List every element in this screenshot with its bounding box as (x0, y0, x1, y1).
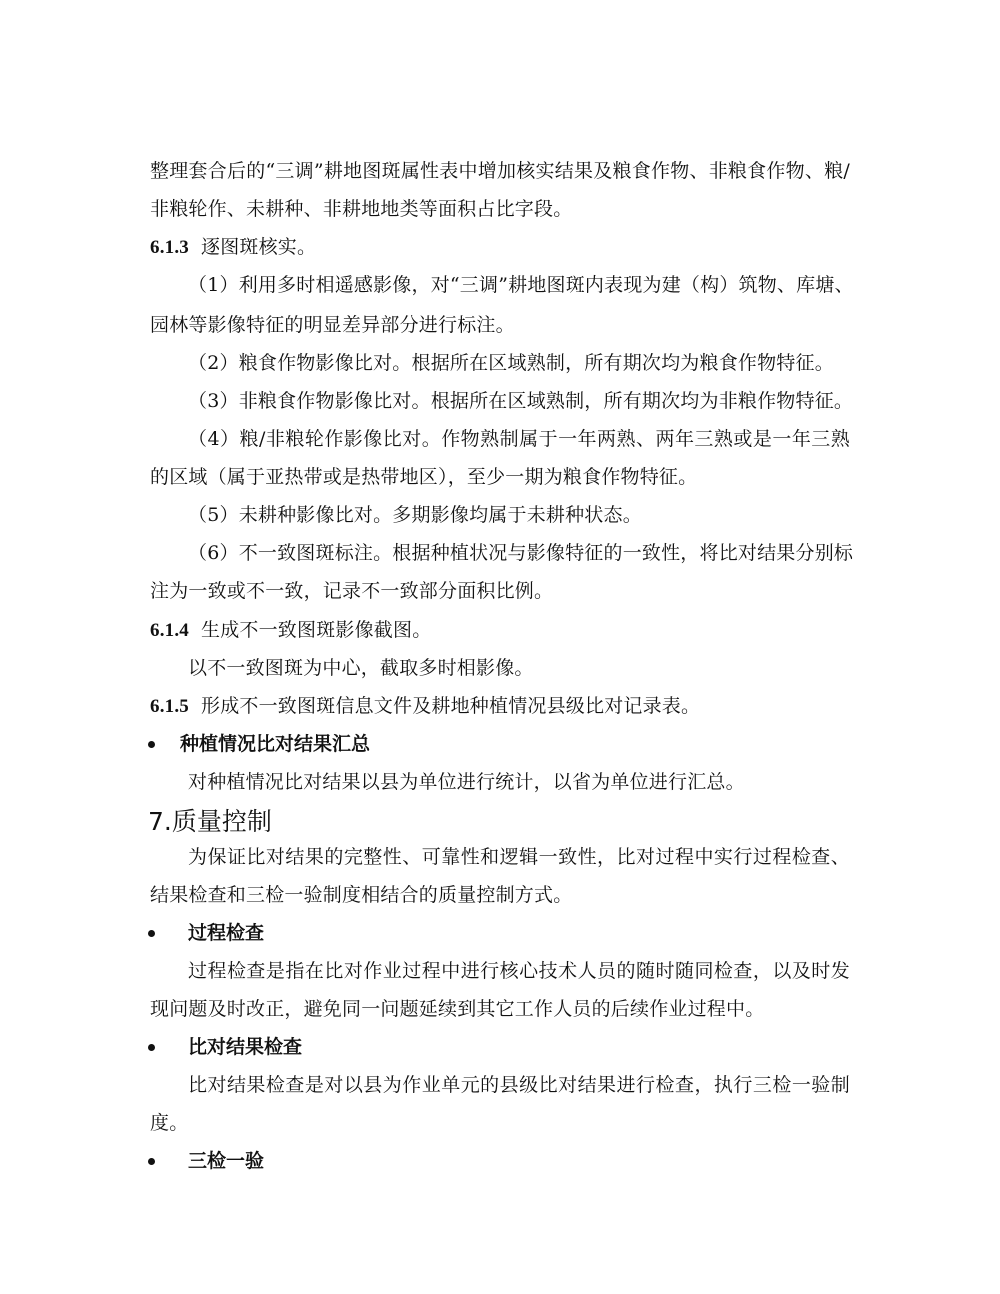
section-6-1-4-body: 以不一致图斑为中心，截取多时相影像。 (188, 657, 534, 679)
section-6-1-4-heading (150, 617, 431, 644)
intro-line-2: 非粮轮作、未耕种、非耕地地类等面积占比字段。 (150, 198, 573, 220)
intro-line-1: 整理套合后的“三调”耕地图斑属性表中增加核实结果及粮食作物、非粮食作物、粮/ (150, 160, 850, 182)
item-6-line-1: （6）不一致图斑标注。根据种植状况与影像特征的一致性，将比对结果分别标 (188, 542, 854, 564)
item-1-line-2: 园林等影像特征的明显差异部分进行标注。 (150, 314, 515, 336)
section-6-1-3-heading (150, 234, 316, 261)
section-title: 生成不一致图斑影像截图。 (201, 619, 432, 641)
section-title: 形成不一致图斑信息文件及耕地种植情况县级比对记录表。 (201, 695, 701, 717)
result-check-title: 比对结果检查 (188, 1036, 303, 1058)
section-number: 6.1.4 (150, 620, 189, 641)
item-5: （5）未耕种影像比对。多期影像均属于未耕种状态。 (188, 504, 642, 526)
process-check-line-1: 过程检查是指在比对作业过程中进行核心技术人员的随时随同检查，以及时发 (188, 960, 850, 982)
result-check-line-1: 比对结果检查是对以县为作业单元的县级比对结果进行检查，执行三检一验制 (188, 1074, 850, 1096)
section-title: 逐图斑核实。 (201, 236, 317, 258)
item-6-line-2: 注为一致或不一致，记录不一致部分面积比例。 (150, 580, 554, 602)
summary-body: 对种植情况比对结果以县为单位进行统计，以省为单位进行汇总。 (188, 771, 745, 793)
bullet-icon (148, 930, 155, 937)
item-3: （3）非粮食作物影像比对。根据所在区域熟制，所有期次均为非粮作物特征。 (188, 390, 854, 412)
section-7-intro-line-2: 结果检查和三检一验制度相结合的质量控制方式。 (150, 884, 573, 906)
section-7-intro-line-1: 为保证比对结果的完整性、可靠性和逻辑一致性，比对过程中实行过程检查、 (188, 846, 850, 868)
item-1-line-1: （1）利用多时相遥感影像，对“三调”耕地图斑内表现为建（构）筑物、库塘、 (188, 274, 854, 296)
three-checks-title: 三检一验 (188, 1150, 265, 1172)
process-check-line-2: 现问题及时改正，避免同一问题延续到其它工作人员的后续作业过程中。 (150, 998, 765, 1020)
summary-bullet-title: 种植情况比对结果汇总 (180, 733, 371, 755)
section-number: 6.1.3 (150, 237, 189, 258)
bullet-icon (148, 741, 155, 748)
bullet-icon (148, 1044, 155, 1051)
item-4-line-2: 的区域（属于亚热带或是热带地区），至少一期为粮食作物特征。 (150, 466, 698, 488)
bullet-icon (148, 1158, 155, 1165)
section-6-1-5-heading (150, 693, 700, 720)
item-4-line-1: （4）粮/非粮轮作影像比对。作物熟制属于一年两熟、两年三熟或是一年三熟 (188, 428, 850, 450)
section-number: 6.1.5 (150, 696, 189, 717)
result-check-line-2: 度。 (150, 1112, 189, 1134)
process-check-title: 过程检查 (188, 922, 265, 944)
item-2: （2）粮食作物影像比对。根据所在区域熟制，所有期次均为粮食作物特征。 (188, 352, 834, 374)
section-7-heading: 7.质量控制 (148, 807, 272, 836)
